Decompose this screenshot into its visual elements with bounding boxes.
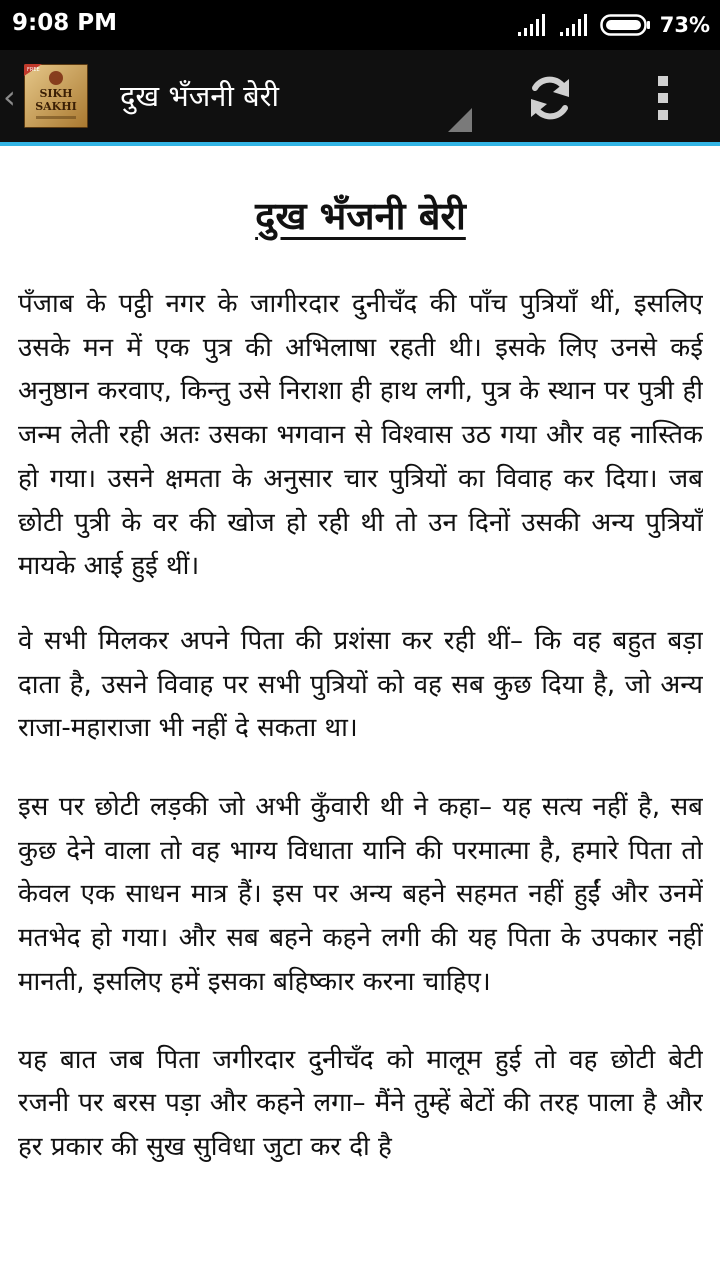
- app-logo[interactable]: [24, 64, 88, 128]
- action-bar: [0, 50, 720, 142]
- status-time: 9:08 PM: [12, 10, 117, 36]
- status-bar: [0, 0, 720, 50]
- signal-icon: [558, 12, 592, 38]
- refresh-icon[interactable]: [522, 70, 578, 126]
- article-title: दुख भँजनी बेरी: [255, 194, 466, 238]
- battery-icon: [600, 13, 652, 37]
- logo-text-line2: SAKHI: [35, 100, 77, 113]
- logo-text-line1: SIKH: [39, 87, 73, 100]
- article-paragraph: पँजाब के पट्ठी नगर के जागीरदार दुनीचँद की पाँच पुत्रियाँ थीं, इसलिए उसके मन में एक पुत्र की अभिलाषा रहती थी। इसके लिए उनसे कई अनुष्ठान करवाए, किन्तु उसे निराशा ही हाथ लगी, पुत्र के स्थान पर पुत्री ही जन्म लेती रही अतः उसका भगवान से विश्वास उठ गया और वह नास्तिक हो गया। उसने क्षमता के अनुसार चार पुत्रियों का विवाह कर दिया। जब छोटी पुत्री के वर की खोज हो रही थी तो उन दिनों उसकी अन्य पुत्रियाँ मायके आई हुई थीं।: [18, 289, 703, 582]
- back-chevron-icon[interactable]: ‹: [3, 78, 16, 116]
- status-icons: [516, 8, 710, 42]
- article-paragraph: यह बात जब पिता जगीरदार दुनीचँद को मालूम हुई तो वह छोटी बेटी रजनी पर बरस पड़ा और कहने लगा– मैंने तुम्हें बेटों की तरह पाला है और हर प्रकार की सुख सुविधा जुटा कर दी है: [18, 1044, 703, 1162]
- logo-badge: FREE: [27, 67, 40, 73]
- app-title: दुख भँजनी बेरी: [120, 79, 279, 113]
- article-paragraph: इस पर छोटी लड़की जो अभी कुँवारी थी ने कहा– यह सत्य नहीं है, सब कुछ देने वाला तो वह भाग्य विधाता यानि की परमात्मा है, हमारे पिता तो केवल एक साधन मात्र हैं। इस पर अन्य बहने सहमत नहीं हुईं और उनमें मतभेद हो गया। और सब बहने कहने लगी की यह पिता के उपकार नहीं मानती, इसलिए हमें इसका बहिष्कार करना चाहिए।: [18, 792, 703, 997]
- article-content[interactable]: [18, 146, 703, 1280]
- overflow-corner-icon: [448, 108, 472, 132]
- battery-percent: 73%: [659, 13, 710, 37]
- more-vert-icon[interactable]: [648, 72, 678, 124]
- article-paragraph: वे सभी मिलकर अपने पिता की प्रशंसा कर रही थीं– कि वह बहुत बड़ा दाता है, उसने विवाह पर सभी पुत्रियों को वह सब कुछ दिया है, जो अन्य राजा-महाराजा भी नहीं दे सकता था।: [18, 625, 703, 744]
- signal-icon: [516, 12, 550, 38]
